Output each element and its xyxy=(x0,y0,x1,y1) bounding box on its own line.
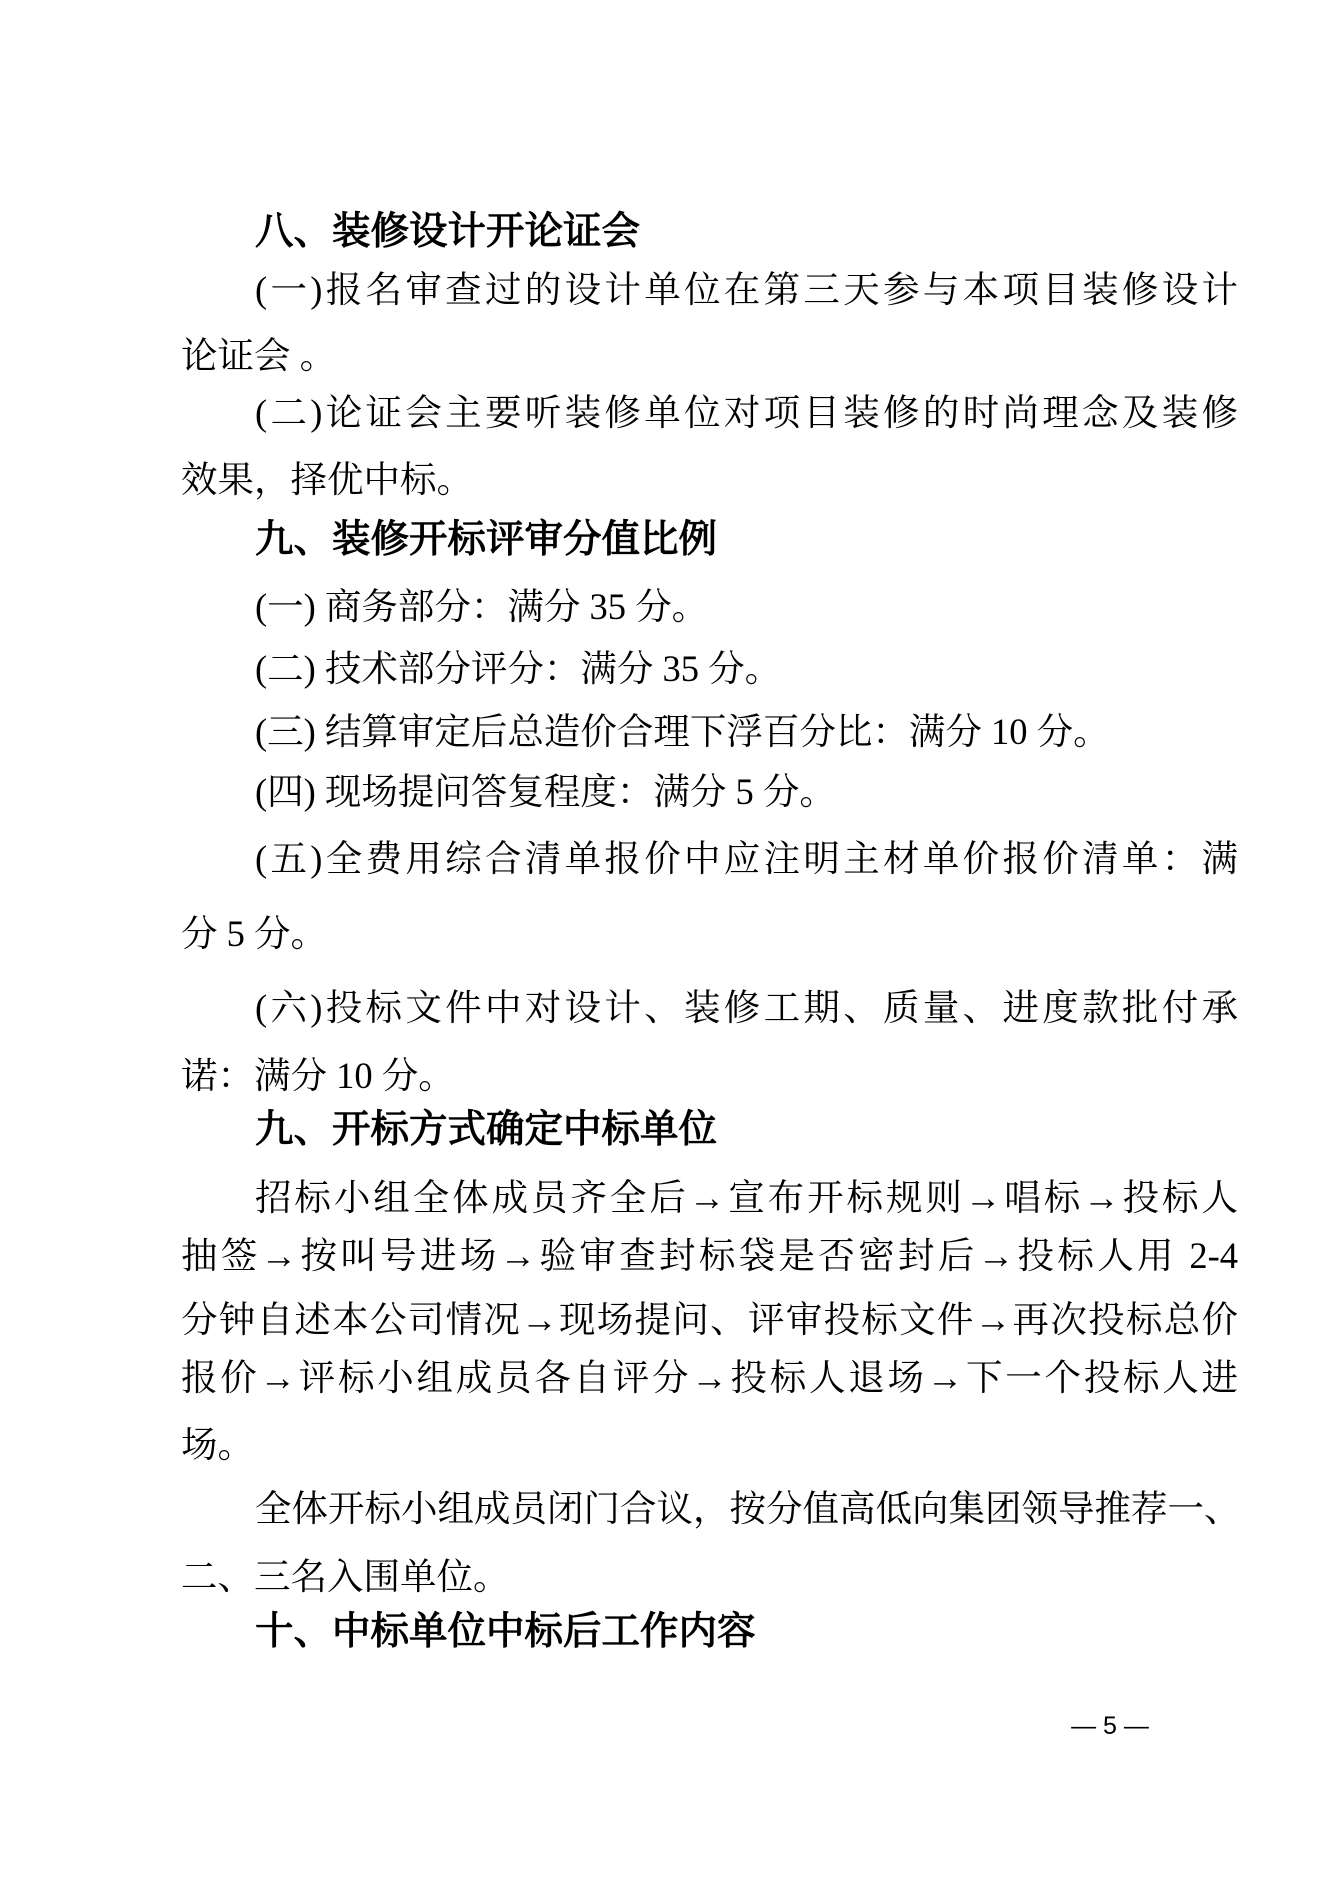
page-number: — 5 — xyxy=(1071,1712,1149,1740)
text-line: (五)全费用综合清单报价中应注明主材单价报价清单：满 xyxy=(255,838,1238,879)
text-line: (四) 现场提问答复程度：满分 5 分。 xyxy=(255,771,836,812)
text-line: (二)论证会主要听装修单位对项目装修的时尚理念及装修 xyxy=(255,392,1238,433)
text-line: (一)报名审查过的设计单位在第三天参与本项目装修设计 xyxy=(255,269,1238,310)
text-line: (六)投标文件中对设计、装修工期、质量、进度款批付承 xyxy=(255,987,1238,1028)
section-heading: 九、装修开标评审分值比例 xyxy=(255,518,718,561)
section-heading: 八、装修设计开论证会 xyxy=(255,210,641,253)
text-line: 诺：满分 10 分。 xyxy=(181,1055,455,1096)
text-line: (二) 技术部分评分：满分 35 分。 xyxy=(255,648,782,689)
text-line: 效果，择优中标。 xyxy=(181,459,473,500)
text-line: 全体开标小组成员闭门合议，按分值高低向集团领导推荐一、 xyxy=(255,1488,1241,1529)
section-heading: 九、开标方式确定中标单位 xyxy=(255,1108,718,1151)
text-line: 招标小组全体成员齐全后→宣布开标规则→唱标→投标人 xyxy=(255,1177,1238,1218)
text-line: 分钟自述本公司情况→现场提问、评审投标文件→再次投标总价 xyxy=(181,1299,1238,1340)
text-line: 场。 xyxy=(181,1424,254,1465)
section-heading: 十、中标单位中标后工作内容 xyxy=(255,1610,756,1653)
text-line: 报价→评标小组成员各自评分→投标人退场→下一个投标人进 xyxy=(181,1357,1238,1398)
text-line: 论证会 。 xyxy=(181,335,337,376)
text-line: 抽签→按叫号进场→验审查封标袋是否密封后→投标人用 2-4 xyxy=(181,1235,1238,1276)
text-line: 分 5 分。 xyxy=(181,913,327,954)
text-line: (三) 结算审定后总造价合理下浮百分比：满分 10 分。 xyxy=(255,711,1110,752)
text-line: (一) 商务部分：满分 35 分。 xyxy=(255,586,709,627)
text-line: 二、三名入围单位。 xyxy=(181,1556,510,1597)
